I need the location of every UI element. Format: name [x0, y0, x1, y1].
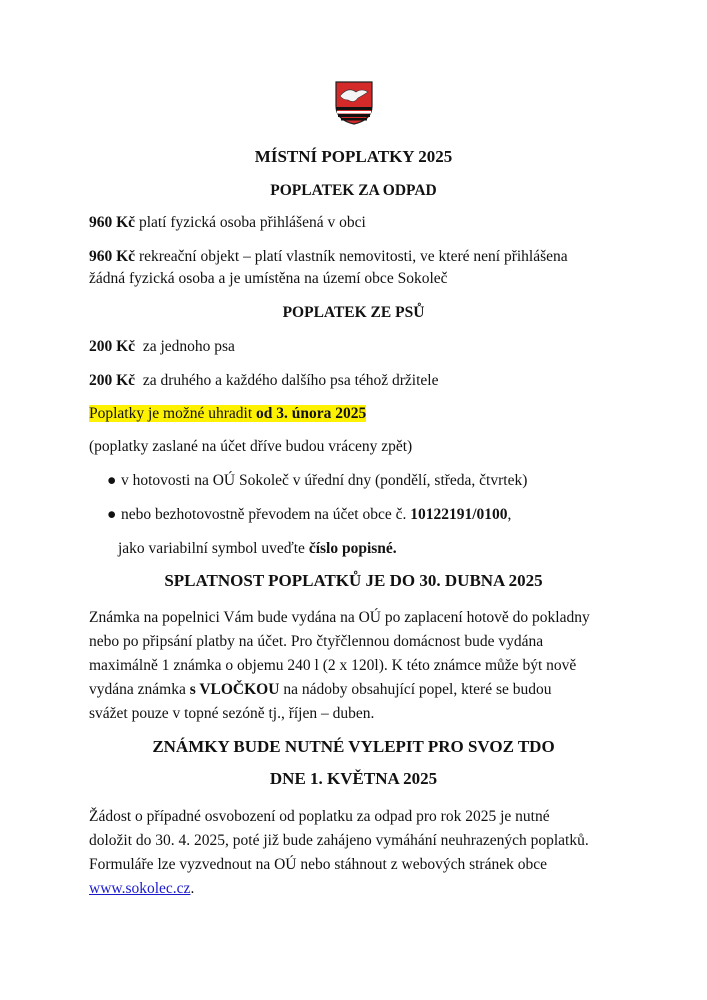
payment-note: (poplatky zaslané na účet dříve budou vráceny zpět) [89, 438, 413, 455]
dogs-line-2 [89, 370, 629, 391]
exempt-paragraph-l4: www.sokolec.cz. [89, 880, 195, 897]
stamp-paragraph-l1: Známka na popelnici Vám bude vydána na OÚ po zaplacení hotově do pokladny [89, 609, 590, 626]
exempt-paragraph-l3: Formuláře lze vyzvednout na OÚ nebo stáhnout z webových stránek obce [89, 856, 547, 873]
variable-symbol: číslo popisné. [308, 540, 397, 557]
page-title: MÍSTNÍ POPLATKY 2025 [254, 147, 453, 166]
payment-date: od 3. února 2025 [256, 405, 367, 422]
dogs-text-2: za druhého a každého dalšího psa téhož držitele [135, 372, 439, 389]
dogs-text-1: za jednoho psa [135, 338, 235, 355]
dogs-line-1 [89, 336, 629, 357]
exempt-paragraph-l2: doložit do 30. 4. 2025, poté již bude zahájeno vymáhání neuhrazených poplatků. [89, 832, 589, 849]
dogs-amount-1: 200 Kč [89, 338, 136, 355]
payment-highlight-text: Poplatky je možné uhradit od 3. února 2025 [89, 405, 367, 422]
snowflake-stamp: s VLOČKOU [189, 681, 280, 698]
waste-amount-1: 960 Kč [89, 214, 136, 231]
due-heading: SPLATNOST POPLATKŮ JE DO 30. DUBNA 2025 [164, 571, 543, 590]
stamp-heading-1: ZNÁMKY BUDE NUTNÉ VYLEPIT PRO SVOZ TDO [152, 737, 555, 756]
coat-of-arms-icon [334, 80, 374, 126]
bullet-icon: ● [107, 506, 117, 523]
waste-line-2b: žádná fyzická osoba a je umístěna na území obce Sokoleč [89, 270, 448, 287]
stamp-paragraph-l4: vydána známka s VLOČKOU na nádoby obsahující popel, které se budou [89, 681, 552, 698]
waste-text-2a: rekreační objekt – platí vlastník nemovitosti, ve které není přihlášena [135, 248, 568, 265]
variable-symbol-note: jako variabilní symbol uveďte číslo popisné. [118, 540, 397, 557]
bullet-icon: ● [107, 472, 117, 489]
payment-bullet-cash: ● v hotovosti na OÚ Sokoleč v úřední dny (pondělí, středa, čtvrtek) [107, 472, 528, 489]
stamp-heading-2: DNE 1. KVĚTNA 2025 [269, 769, 438, 788]
website-link[interactable]: www.sokolec.cz [89, 880, 191, 897]
waste-amount-2: 960 Kč [89, 248, 136, 265]
dogs-amount-2: 200 Kč [89, 372, 136, 389]
waste-line-1 [89, 212, 629, 233]
payment-highlight [89, 403, 629, 424]
stamp-paragraph-l5: svážet pouze v topné sezóně tj., říjen – duben. [89, 705, 375, 722]
exempt-paragraph-l1: Žádost o případné osvobození od poplatku za odpad pro rok 2025 je nutné [89, 808, 550, 825]
stamp-paragraph-l3: maximálně 1 známka o objemu 240 l (2 x 120l). K této známce může být nově [89, 657, 577, 674]
bank-account: 10122191/0100 [410, 506, 508, 523]
stamp-paragraph-l2: nebo po připsání platby na účet. Pro čtyřčlennou domácnost bude vydána [89, 633, 544, 650]
payment-bullet-transfer: ● nebo bezhotovostně převodem na účet obce č. 10122191/0100, [107, 506, 512, 523]
waste-heading: POPLATEK ZA ODPAD [270, 182, 437, 199]
waste-line-2 [89, 246, 629, 267]
waste-text-1: platí fyzická osoba přihlášená v obci [135, 214, 366, 231]
dogs-heading: POPLATEK ZE PSŮ [282, 304, 425, 321]
